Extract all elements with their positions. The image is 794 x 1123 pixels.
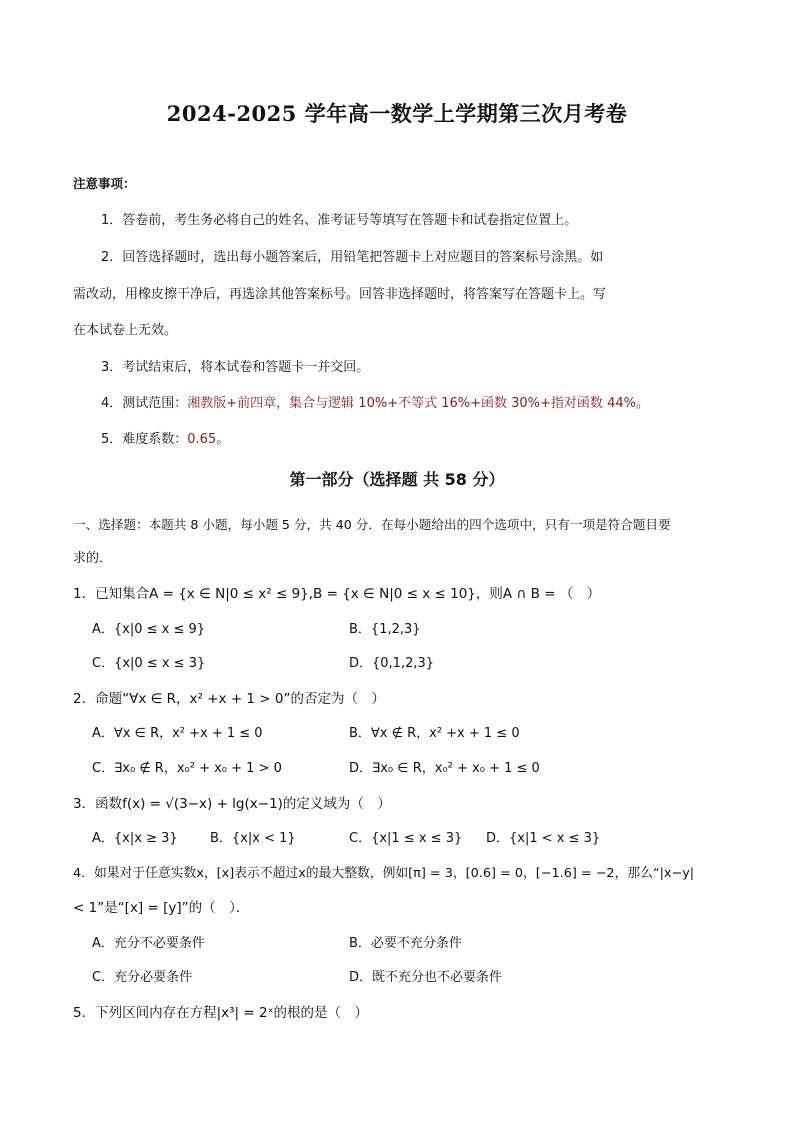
notice-item-5-prefix: 5．难度系数： — [101, 432, 188, 447]
notice-item-1: 1．答卷前，考生务必将自己的姓名、准考证号等填写在答题卡和试卷指定位置上。 — [101, 213, 578, 228]
question-4-option-c: C．充分必要条件 — [92, 970, 193, 985]
notice-item-2-line-1: 2．回答选择题时，选出每小题答案后，用铅笔把答题卡上对应题目的答案标号涂黑。如 — [101, 250, 604, 265]
question-3-option-a: A．{x|x ≥ 3} — [92, 831, 178, 846]
question-3-option-c: C．{x|1 ≤ x ≤ 3} — [349, 831, 463, 846]
notice-heading: 注意事项： — [73, 176, 136, 191]
question-4-stem-line-1: 4．如果对于任意实数x，[x]表示不超过x的最大整数，例如[π] = 3，[0.6] = 0，[−1.6] = −2，那么“|x−y| — [73, 866, 695, 881]
question-3-option-d: D．{x|1 < x ≤ 3} — [486, 831, 601, 846]
test-scope: 湘教版+前四章，集合与逻辑 10%+不等式 16%+函数 30%+指对函数 44% — [187, 396, 636, 411]
question-4-option-a: A．充分不必要条件 — [92, 936, 205, 951]
intro-line-2: 求的． — [73, 551, 113, 566]
question-4-option-d: D．既不充分也不必要条件 — [349, 970, 503, 985]
question-4-stem-line-2: < 1”是“[x] = [y]”的（ ）． — [73, 900, 250, 916]
question-3-stem: 3．函数f(x) = √(3−x) + lg(x−1)的定义域为（ ） — [73, 796, 391, 812]
question-4-option-b: B．必要不充分条件 — [349, 936, 462, 951]
exam-title: 2024-2025 学年高一数学上学期第三次月考卷 — [166, 101, 628, 126]
notice-item-2-line-2: 需改动，用橡皮擦干净后，再选涂其他答案标号。回答非选择题时，将答案写在答题卡上。写 — [73, 287, 607, 302]
question-1-option-a: A．{x|0 ≤ x ≤ 9} — [92, 622, 206, 637]
question-3-option-b: B．{x|x < 1} — [210, 831, 296, 846]
question-1-stem: 1．已知集合A = {x ∈ N|0 ≤ x² ≤ 9},B = {x ∈ N|0 ≤ x ≤ 10}，则A ∩ B = （ ） — [73, 586, 601, 602]
question-2-option-c: C．∃x₀ ∉ R，x₀² + x₀ + 1 > 0 — [92, 761, 282, 776]
difficulty-value: 0.65 — [187, 432, 217, 447]
notice-item-2-line-3: 在本试卷上无效。 — [73, 323, 178, 338]
question-2-option-d: D．∃x₀ ∈ R，x₀² + x₀ + 1 ≤ 0 — [349, 761, 540, 776]
question-5-stem: 5．下列区间内存在方程|x³| = 2ˣ的根的是（ ） — [73, 1005, 369, 1021]
notice-item-4-suffix: 。 — [635, 396, 649, 411]
question-1-option-b: B．{1,2,3} — [349, 622, 421, 637]
section-title: 第一部分（选择题 共 58 分） — [289, 470, 505, 489]
notice-item-4 — [101, 392, 649, 411]
notice-item-5-suffix: 。 — [216, 432, 230, 447]
notice-item-5 — [101, 428, 229, 447]
question-1-option-c: C．{x|0 ≤ x ≤ 3} — [92, 656, 206, 671]
question-1-option-d: D．{0,1,2,3} — [349, 656, 435, 671]
notice-item-3: 3．考试结束后，将本试卷和答题卡一并交回。 — [101, 360, 370, 375]
question-2-option-a: A．∀x ∈ R，x² +x + 1 ≤ 0 — [92, 726, 263, 741]
intro-line-1: 一、选择题：本题共 8 小题，每小题 5 分，共 40 分．在每小题给出的四个选项中，只有一项是符合题目要 — [73, 517, 671, 532]
question-2-stem: 2．命题“∀x ∈ R，x² +x + 1 > 0”的否定为（ ） — [73, 691, 385, 707]
notice-item-4-prefix: 4．测试范围： — [101, 396, 188, 411]
question-2-option-b: B．∀x ∉ R，x² +x + 1 ≤ 0 — [349, 726, 520, 741]
